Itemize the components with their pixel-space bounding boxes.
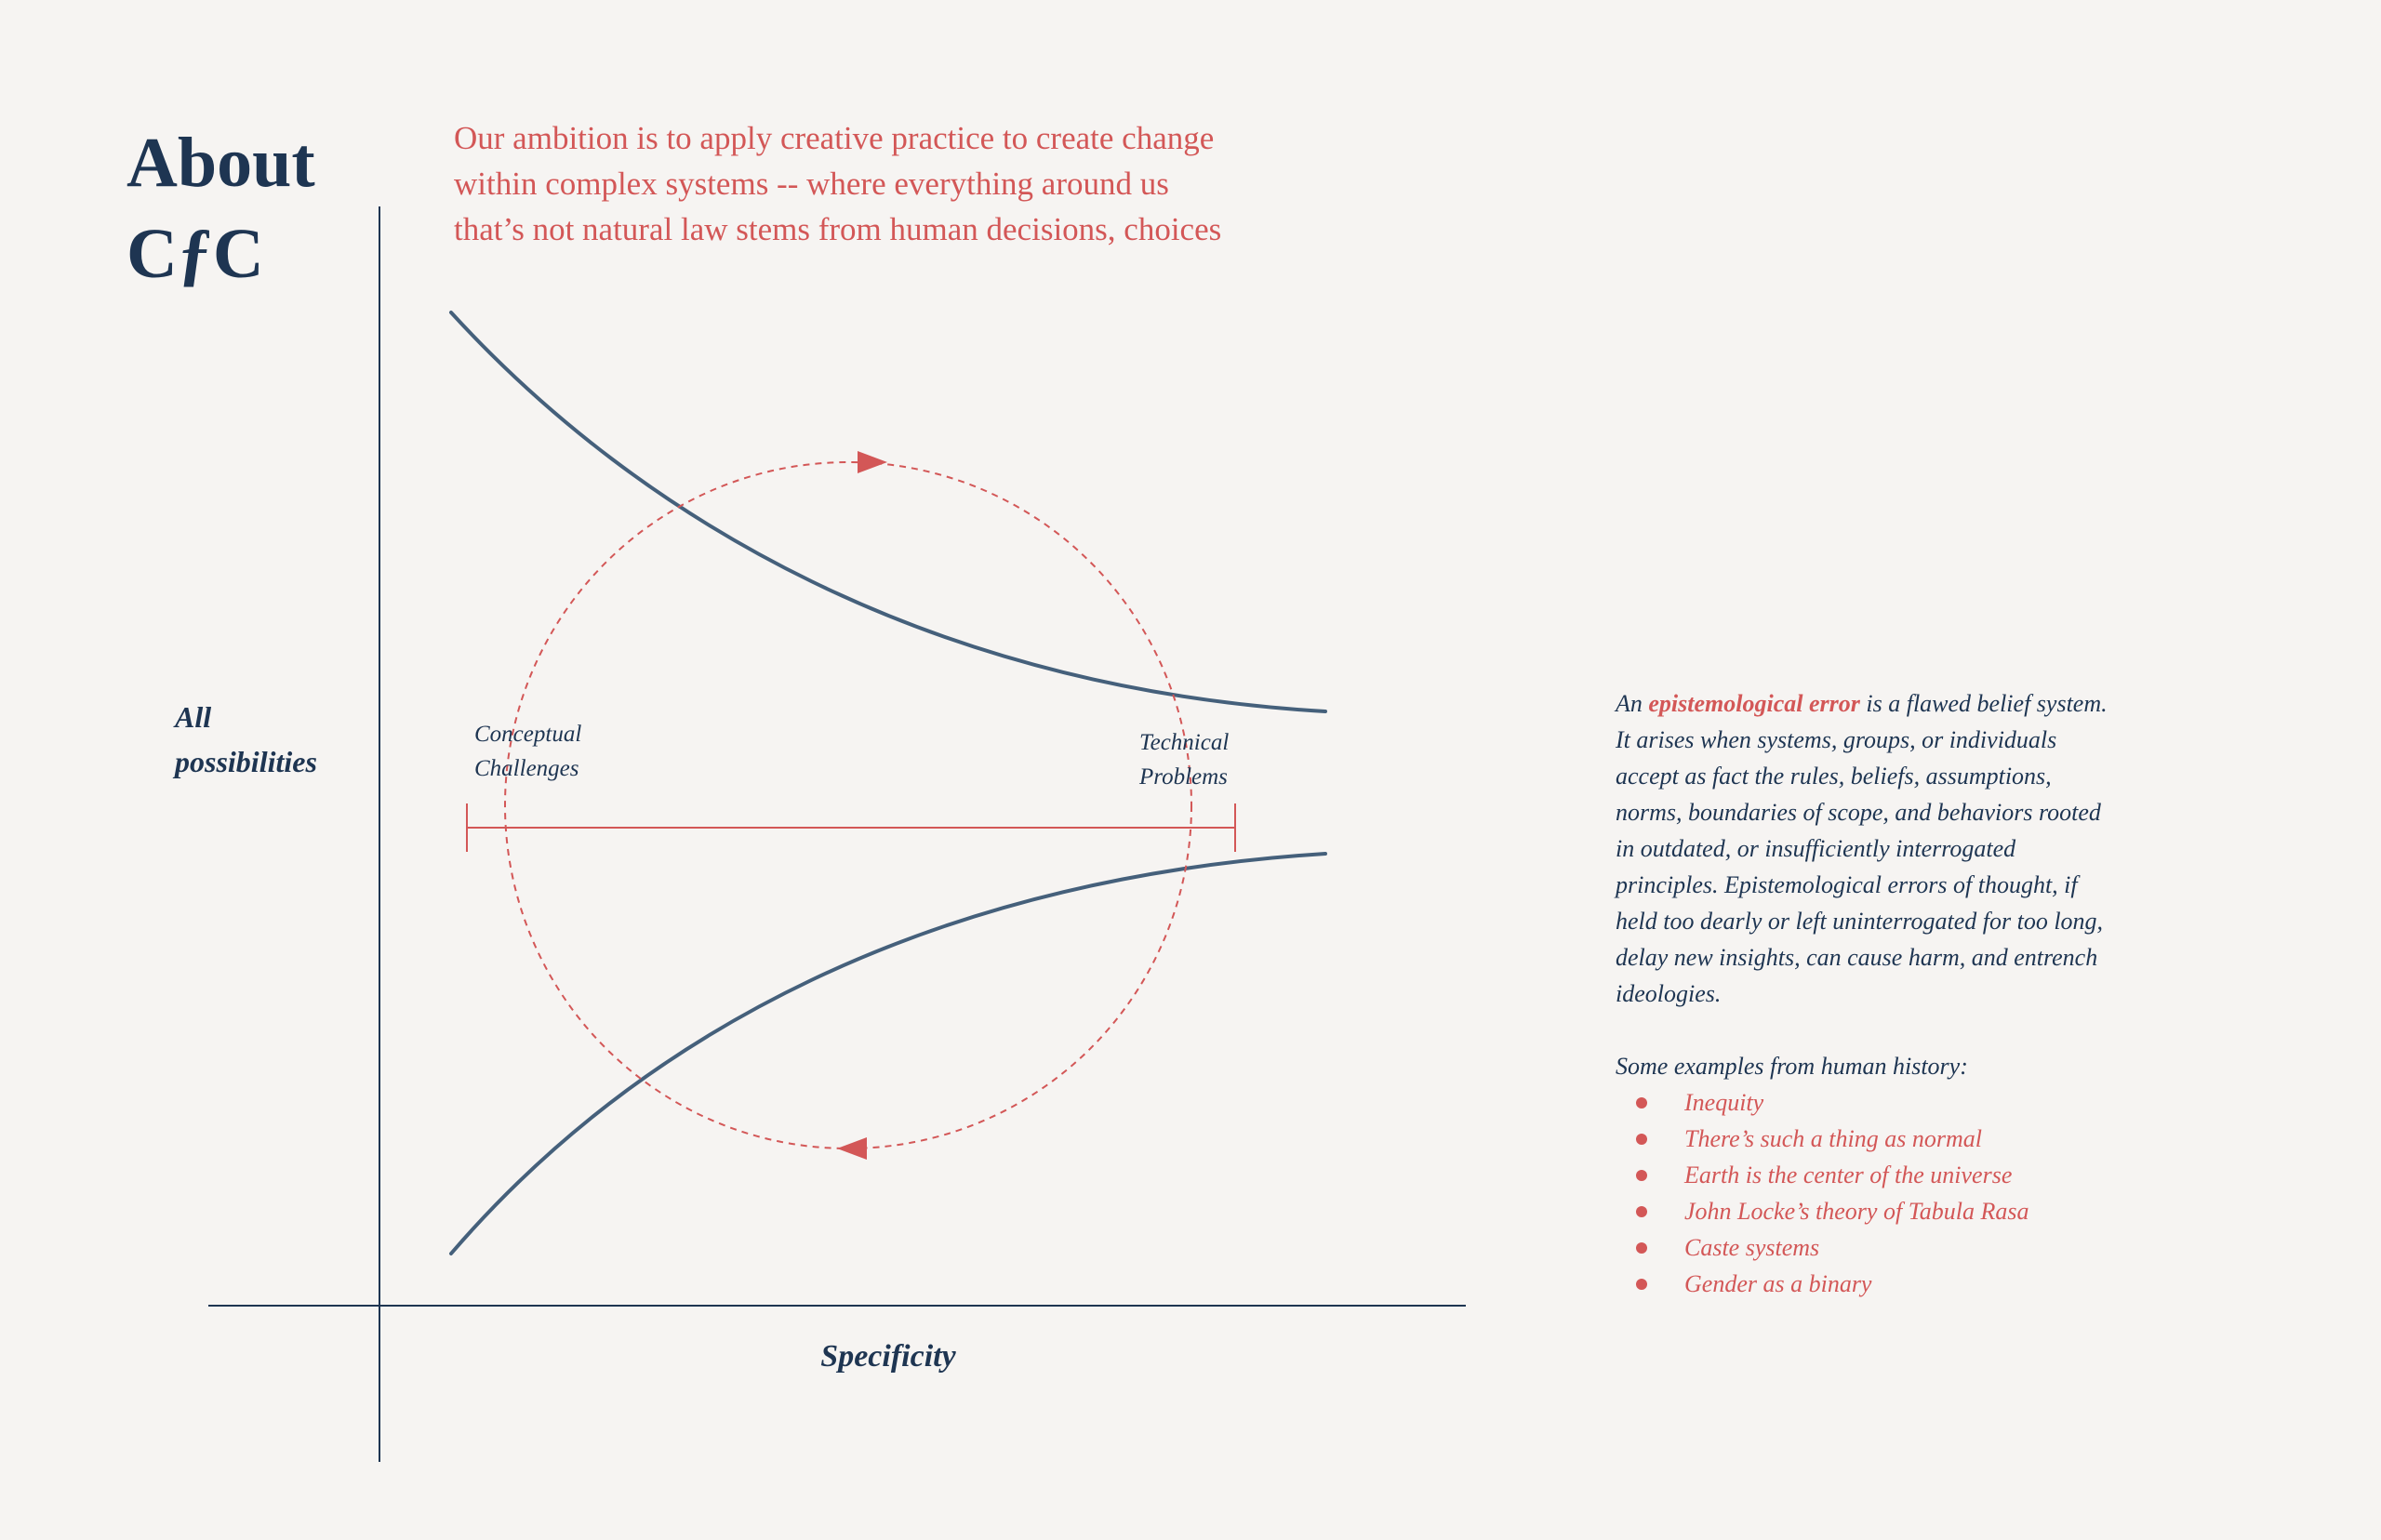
title-line-about: About <box>126 124 315 202</box>
list-item <box>1616 1193 2118 1229</box>
example-text: John Locke’s theory of Tabula Rasa <box>1684 1198 2029 1225</box>
cycle-circle <box>505 462 1191 1148</box>
bullet-icon <box>1636 1206 1647 1217</box>
bullet-icon <box>1636 1134 1647 1145</box>
list-item <box>1616 1229 2118 1266</box>
list-item <box>1616 1121 2118 1157</box>
list-item <box>1616 1157 2118 1193</box>
left-label-line-2: Challenges <box>474 756 579 781</box>
tagline-line-3: that’s not natural law stems from human decisions, choices <box>454 211 1222 247</box>
bullet-icon <box>1636 1097 1647 1109</box>
definition-prefix: An <box>1616 690 1649 717</box>
left-label-line-1: Conceptual <box>474 722 582 747</box>
definition-term: epistemological error <box>1648 690 1860 717</box>
list-item <box>1616 1266 2118 1302</box>
example-text: There’s such a thing as normal <box>1684 1125 1982 1152</box>
x-axis-label: Specificity <box>820 1339 956 1374</box>
y-axis-label-line-2: possibilities <box>175 745 317 778</box>
tagline-line-1: Our ambition is to apply creative practice to create change <box>454 120 1215 156</box>
bullet-icon <box>1636 1279 1647 1290</box>
tagline-line-2: within complex systems -- where everything around us <box>454 166 1169 202</box>
cycle-arrow-bottom <box>837 1137 867 1160</box>
bullet-icon <box>1636 1242 1647 1254</box>
lower-curve <box>451 854 1325 1254</box>
upper-curve <box>451 312 1325 711</box>
list-item <box>1616 1084 2118 1121</box>
example-text: Earth is the center of the universe <box>1684 1162 2013 1188</box>
definition-text: is a flawed belief system. It arises when systems, groups, or individuals accept as fact the rules, beliefs, assumptions, norms, boundaries of scope, and behaviors rooted in outdated, or insufficiently interrogated principles. Epistemological errors of thought, if held too dearly or left uninterrogated for too long, delay new insights, can cause harm, and entrench ideologies. <box>1616 690 2108 1007</box>
example-text: Gender as a binary <box>1684 1270 1872 1297</box>
definition-column <box>1616 685 2118 1302</box>
title-line-cfc: CƒC <box>126 215 264 293</box>
examples-title: Some examples from human history: <box>1616 1053 1968 1080</box>
examples-list <box>1616 1084 2118 1302</box>
definition-paragraph <box>1616 685 2118 1012</box>
example-text: Caste systems <box>1684 1234 1820 1261</box>
bullet-icon <box>1636 1170 1647 1181</box>
right-label-line-2: Problems <box>1139 764 1228 790</box>
y-axis-label-line-1: All <box>175 700 212 734</box>
cycle-arrow-top <box>858 451 887 473</box>
right-label-line-1: Technical <box>1139 730 1230 755</box>
example-text: Inequity <box>1684 1089 1764 1116</box>
